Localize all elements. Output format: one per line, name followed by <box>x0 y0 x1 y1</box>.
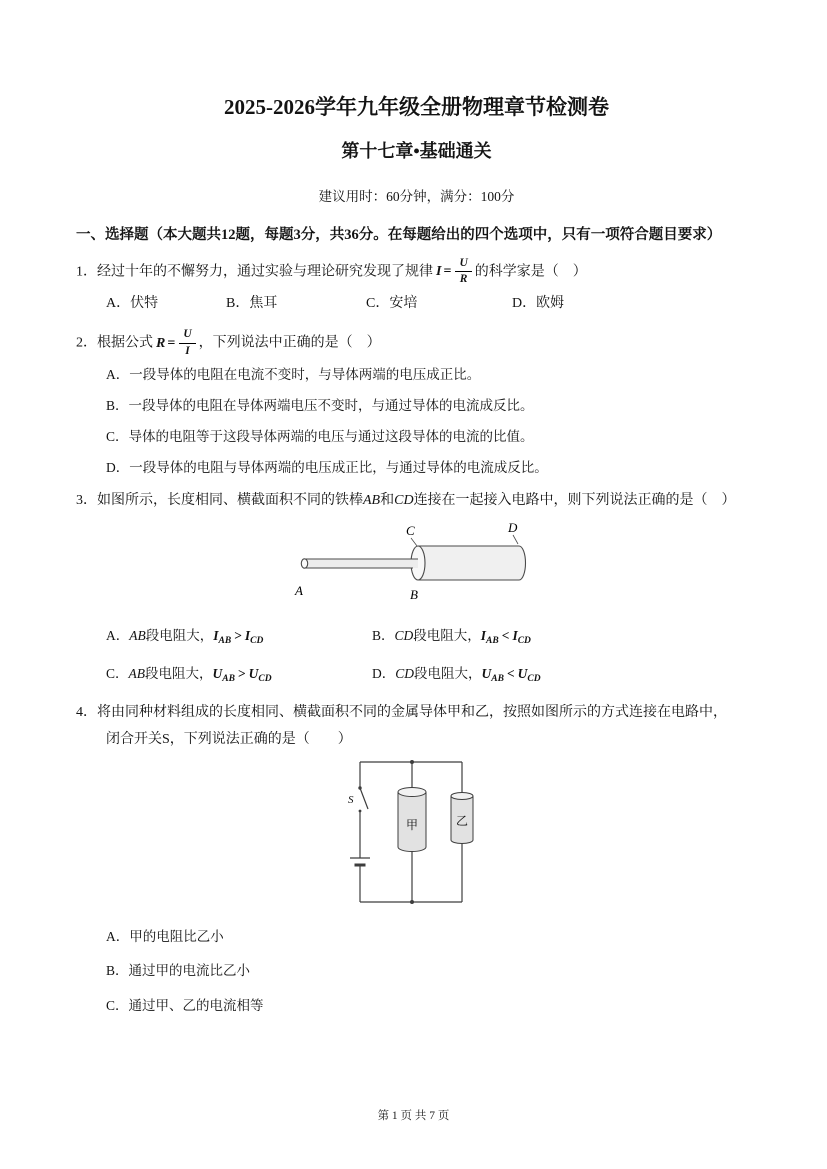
q3-stem-mid: 和 <box>380 492 395 508</box>
q3-option-c-v2: U <box>248 665 259 681</box>
q3-figure <box>76 517 757 616</box>
q2-formula <box>156 328 196 357</box>
rod-label-b: B <box>409 586 418 602</box>
question-1-stem <box>76 257 757 288</box>
q2-option-a: A．一段导体的电阻在电流不变时，与导体两端的电压成正比。 <box>106 366 481 382</box>
junction-dot-bottom <box>410 900 414 904</box>
q2-stem-pre: 2．根据公式 <box>76 335 153 351</box>
q3-option-d-v2: U <box>517 665 528 681</box>
cylinder-yi-top <box>451 793 473 800</box>
q3-stem-var2: CD <box>394 492 414 508</box>
q3-option-a-s1: AB <box>218 635 232 646</box>
q3-option-d-v1: U <box>481 665 492 681</box>
q3-option-a-segment: AB <box>129 627 146 643</box>
q3-option-b-s1: AB <box>486 635 499 646</box>
q3-option-c-v1: U <box>212 665 223 681</box>
section-heading: 一、选择题（本大题共12题，每题3分，共36分。在每题给出的四个选项中，只有一项符合题目要求） <box>76 226 722 243</box>
q3-option-b-v2: I <box>512 627 518 643</box>
q1-option-a: A．伏特 <box>106 296 159 312</box>
circuit-figure <box>344 756 494 908</box>
q3-option-b-segment: CD <box>394 627 414 643</box>
rod-ab-body <box>304 559 418 568</box>
q4-figure <box>344 756 757 915</box>
question-3 <box>76 490 757 687</box>
rod-label-d: D <box>507 519 517 535</box>
q3-option-b <box>372 626 757 648</box>
q1-option-c: C．安培 <box>366 296 418 312</box>
exam-meta: 建议用时：60分钟，满分：100分 <box>318 188 515 204</box>
q2-formula-denominator: I <box>185 344 190 357</box>
question-2-stem <box>76 328 757 359</box>
q3-option-a-text: 段电阻大， <box>145 627 214 643</box>
question-2 <box>76 328 757 479</box>
q3-stem-pre: 3．如图所示，长度相同、横截面积不同的铁棒 <box>76 492 363 508</box>
q3-stem-var1: AB <box>363 492 381 508</box>
q2-option-d: D．一段导体的电阻与导体两端的电压成正比，与通过导体的电流成反比。 <box>106 460 548 476</box>
q3-option-b-s2: CD <box>517 635 531 646</box>
q3-option-d-text: 段电阻大， <box>414 665 482 681</box>
q1-option-d: D．欧姆 <box>512 296 565 312</box>
cylinder-jia-label: 甲 <box>405 818 419 833</box>
q3-option-c-s1: AB <box>222 673 235 684</box>
q3-option-a-v2: I <box>244 627 251 643</box>
q3-option-d-label: D． <box>372 665 396 681</box>
chapter-subtitle: 第十七章•基础通关 <box>341 140 492 161</box>
switch-lever <box>360 788 368 809</box>
q3-option-d <box>372 664 757 686</box>
q2-option-b: B．一段导体的电阻在导体两端电压不变时，与通过导体的电流成反比。 <box>106 397 534 413</box>
q1-formula <box>436 256 472 286</box>
q3-option-c-s2: CD <box>258 673 272 684</box>
q3-option-d-cmp: < <box>506 665 515 681</box>
q2-formula-fraction <box>179 328 195 359</box>
question-3-stem <box>76 490 757 511</box>
switch-label: S <box>348 794 354 807</box>
q3-option-b-cmp: < <box>501 627 510 643</box>
q4-option-b: B．通过甲的电流比乙小 <box>106 963 251 979</box>
cylinder-yi-label: 乙 <box>455 814 469 829</box>
q1-formula-eq: = <box>443 264 452 280</box>
q3-option-b-label: B． <box>372 627 395 643</box>
q2-stem-post: ，下列说法中正确的是（ ） <box>198 335 381 351</box>
q2-formula-eq: = <box>167 335 176 351</box>
q2-formula-lhs: R <box>156 335 166 351</box>
q3-option-c-text: 段电阻大， <box>145 665 213 681</box>
question-4-stem-line2: 闭合开关S，下列说法正确的是（ ） <box>106 732 352 748</box>
q3-option-a-s2: CD <box>250 635 264 646</box>
switch-pivot-dot <box>358 786 361 789</box>
q2-formula-numerator: U <box>179 328 195 344</box>
page-title: 2025-2026学年九年级全册物理章节检测卷 <box>224 95 609 119</box>
rod-label-c: C <box>405 522 415 538</box>
q1-stem-pre: 1．经过十年的不懈努力，通过实验与理论研究发现了规律 <box>76 264 433 280</box>
rod-label-a: A <box>294 582 303 598</box>
q3-option-c <box>106 664 372 686</box>
q1-stem-post: 的科学家是（ ） <box>474 264 587 280</box>
q3-option-a-cmp: > <box>234 627 242 643</box>
q3-stem-post: 连接在一起接入电路中，则下列说法正确的是（ ） <box>413 492 736 508</box>
page-footer: 第 1 页 共 7 页 <box>377 1109 450 1122</box>
q2-option-c: C．导体的电阻等于这段导体两端的电压与通过这段导体的电流的比值。 <box>106 429 534 445</box>
q1-formula-numerator: U <box>455 257 471 273</box>
q4-option-a: A．甲的电阻比乙小 <box>106 929 224 945</box>
q3-option-c-label: C． <box>106 665 129 681</box>
q3-option-d-segment: CD <box>395 665 415 681</box>
cylinder-cd-body <box>418 546 526 580</box>
q3-option-a <box>106 626 372 648</box>
q3-option-b-v1: I <box>480 627 487 643</box>
q3-option-d-s1: AB <box>491 673 504 684</box>
q1-formula-lhs: I <box>436 264 442 280</box>
q4-option-c: C．通过甲、乙的电流相等 <box>106 997 264 1013</box>
q3-option-a-v1: I <box>213 627 219 643</box>
question-1 <box>76 257 757 315</box>
rod-ab-end <box>301 558 307 567</box>
q1-options <box>106 293 757 314</box>
question-4-stem-line1: 4．将由同种材料组成的长度相同、横截面积不同的金属导体甲和乙，按照如图所示的方式连接在电路中， <box>76 705 727 721</box>
q3-option-c-cmp: > <box>237 665 246 681</box>
q3-option-c-segment: AB <box>128 665 146 681</box>
question-4 <box>76 702 757 1016</box>
q1-formula-denominator: R <box>459 273 468 286</box>
q1-option-b: B．焦耳 <box>226 296 278 312</box>
q3-option-b-text: 段电阻大， <box>413 627 481 643</box>
rod-figure <box>292 517 542 609</box>
switch-contact-dot <box>359 810 362 813</box>
q1-formula-fraction <box>455 257 471 288</box>
q3-option-d-s2: CD <box>527 673 541 684</box>
q3-options <box>106 626 757 687</box>
junction-dot-top <box>410 760 414 764</box>
cylinder-jia-top <box>398 788 426 797</box>
q3-option-a-label: A． <box>106 627 130 643</box>
